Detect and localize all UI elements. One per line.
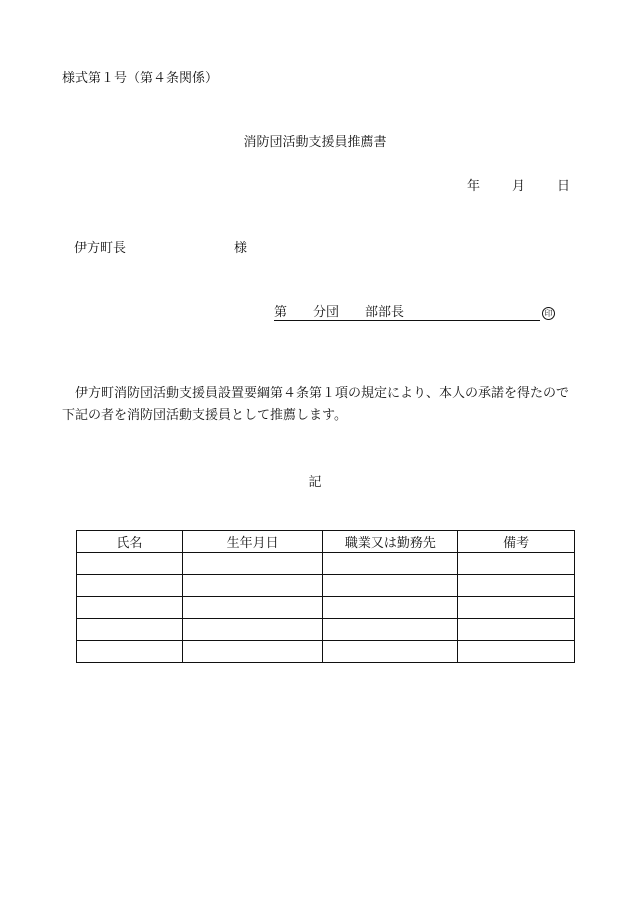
date-month: 月 [511, 179, 525, 194]
table-cell [323, 575, 458, 597]
header-name: 氏名 [77, 531, 183, 553]
seal-icon: 印 [542, 307, 555, 320]
table-cell [77, 553, 183, 575]
table-cell [77, 597, 183, 619]
date-line [435, 175, 570, 194]
header-occupation: 職業又は勤務先 [323, 531, 458, 553]
sender-line [274, 301, 555, 321]
table-row [77, 597, 575, 619]
table-cell [77, 641, 183, 663]
table-cell [458, 619, 575, 641]
sender-blank-name [404, 304, 540, 321]
sender-division: 分団 [313, 301, 339, 321]
table-cell [182, 575, 323, 597]
table-cell [77, 619, 183, 641]
table-row [77, 575, 575, 597]
table-cell [182, 553, 323, 575]
table-header-row [77, 531, 575, 553]
date-day: 日 [556, 179, 570, 194]
table-row [77, 619, 575, 641]
sender-blank-number [287, 304, 313, 321]
table-cell [182, 619, 323, 641]
table-cell [77, 575, 183, 597]
table-cell [323, 597, 458, 619]
table-cell [323, 553, 458, 575]
form-number: 様式第１号（第４条関係） [62, 71, 219, 86]
date-year: 年 [466, 179, 480, 194]
header-remarks: 備考 [458, 531, 575, 553]
sender-first: 第 [274, 301, 287, 321]
table-row [77, 641, 575, 663]
recommendation-table [76, 530, 575, 663]
table-cell [182, 641, 323, 663]
addressee [74, 237, 247, 256]
body-paragraph: 伊方町消防団活動支援員設置要綱第４条第１項の規定により、本人の承諾を得たので下記の者を消防団活動支援員として推薦します。 [62, 386, 570, 423]
table-cell [323, 641, 458, 663]
ki-heading: 記 [308, 475, 322, 490]
table-cell [323, 619, 458, 641]
addressee-honorific: 様 [234, 241, 248, 256]
header-birthdate: 生年月日 [182, 531, 323, 553]
table-cell [458, 641, 575, 663]
table-row [77, 553, 575, 575]
table-cell [182, 597, 323, 619]
addressee-name: 伊方町長 [74, 241, 127, 256]
table-cell [458, 597, 575, 619]
table-cell [458, 575, 575, 597]
document-title: 消防団活動支援員推薦書 [243, 135, 387, 150]
table-cell [458, 553, 575, 575]
sender-blank-section [339, 304, 365, 321]
sender-chief: 部部長 [365, 301, 404, 321]
